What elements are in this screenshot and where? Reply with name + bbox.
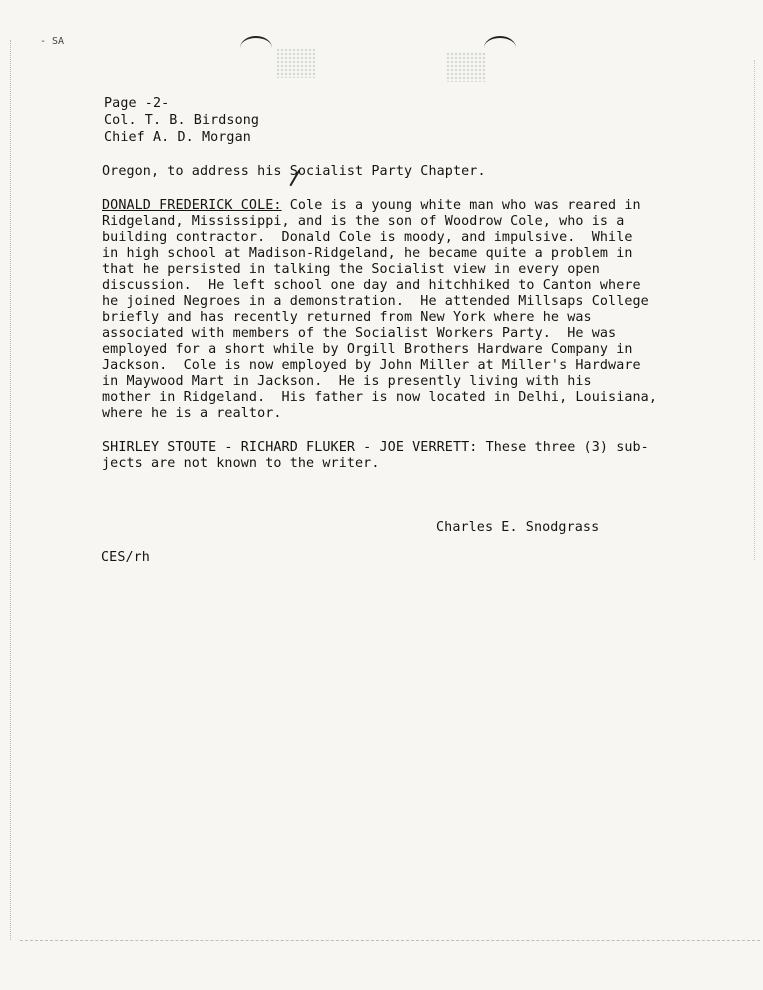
typist-initials: CES/rh: [101, 550, 150, 565]
cole-line-4: in high school at Madison-Ridgeland, he became quite a problem in: [102, 246, 633, 261]
recipient-birdsong: Col. T. B. Birdsong: [104, 113, 260, 128]
punch-hole-left: [240, 36, 272, 60]
cole-line-6: discussion. He left school one day and hitchhiked to Canton where: [102, 278, 641, 293]
cole-line-7: he joined Negroes in a demonstration. He attended Millsaps College: [102, 294, 649, 309]
cole-line-14: where he is a realtor.: [102, 406, 282, 421]
cole-name-heading: DONALD FREDERICK COLE:: [102, 198, 282, 213]
recipient-morgan: Chief A. D. Morgan: [104, 130, 251, 145]
cole-line-1: [102, 198, 641, 214]
intro-line: Oregon, to address his Socialist Party Chapter.: [102, 164, 486, 179]
corner-mark: - SA: [40, 36, 65, 47]
page-number: Page -2-: [104, 96, 170, 111]
cole-line-2: Ridgeland, Mississippi, and is the son of Woodrow Cole, who is a: [102, 214, 625, 229]
scan-edge-right: [754, 60, 757, 560]
cole-line-5: that he persisted in talking the Socialist view in every open: [102, 262, 600, 277]
punch-hole-right: [484, 36, 516, 60]
scan-bottom-edge: [20, 940, 760, 942]
cole-line-11: Jackson. Cole is now employed by John Miller at Miller's Hardware: [102, 358, 641, 373]
smudge-right: [446, 52, 486, 82]
scan-edge-left: [10, 40, 13, 940]
cole-line-8: briefly and has recently returned from New York where he was: [102, 310, 592, 325]
signature: Charles E. Snodgrass: [436, 520, 600, 535]
cole-line-12: in Maywood Mart in Jackson. He is presently living with his: [102, 374, 592, 389]
cole-line-10: employed for a short while by Orgill Brothers Hardware Company in: [102, 342, 633, 357]
subjects-line-1: SHIRLEY STOUTE - RICHARD FLUKER - JOE VERRETT: These three (3) sub-: [102, 440, 649, 455]
cole-line-1-text: Cole is a young white man who was reared in: [281, 198, 641, 213]
cole-line-3: building contractor. Donald Cole is moody, and impulsive. While: [102, 230, 633, 245]
cole-line-9: associated with members of the Socialist Workers Party. He was: [102, 326, 617, 341]
cole-line-13: mother in Ridgeland. His father is now located in Delhi, Louisiana,: [102, 390, 658, 405]
smudge-left: [276, 48, 316, 78]
subjects-line-2: jects are not known to the writer.: [102, 456, 380, 471]
